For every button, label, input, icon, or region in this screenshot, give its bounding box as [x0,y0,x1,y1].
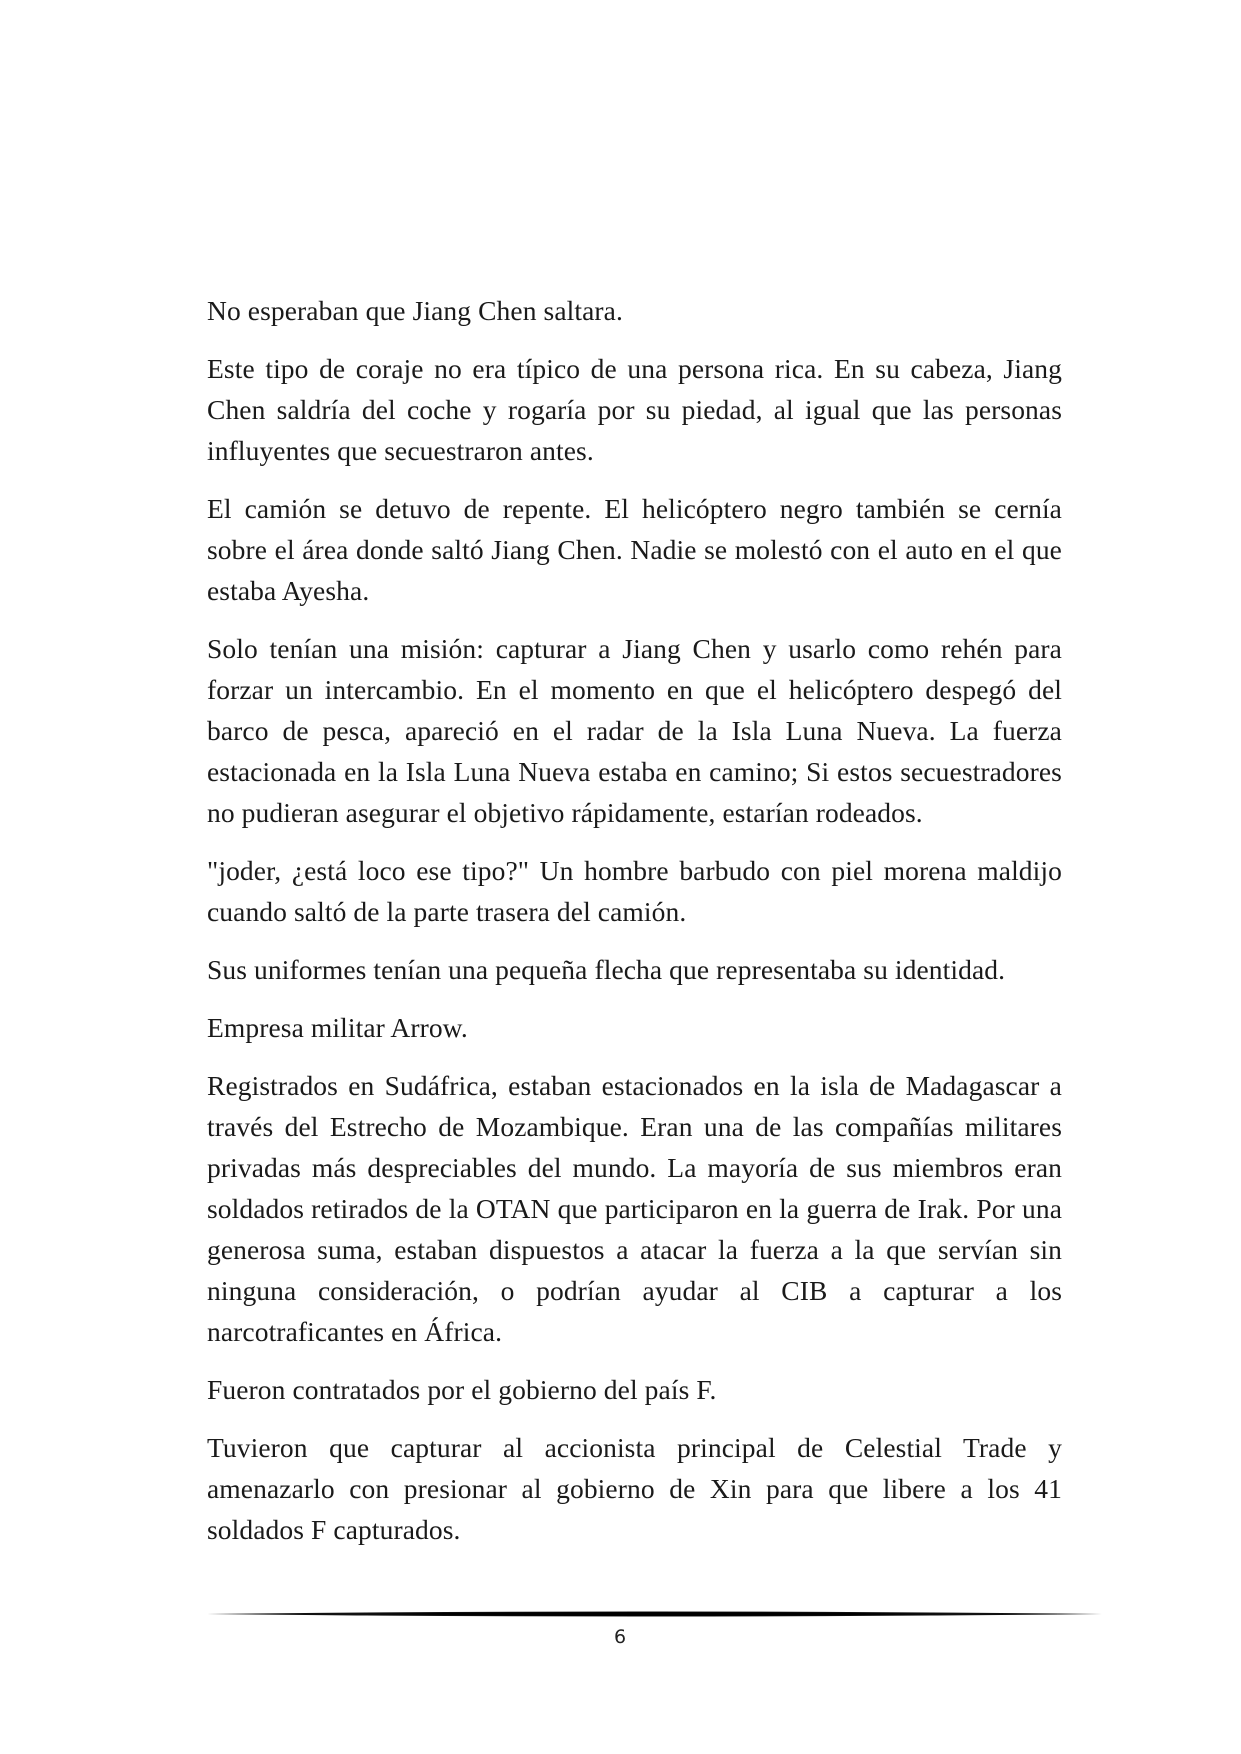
paragraph: El camión se detuvo de repente. El helicóptero negro también se cernía sobre el área donde saltó Jiang Chen. Nadie se molestó con el auto en el que estaba Ayesha. [207,493,1062,606]
paragraph: Este tipo de coraje no era típico de una persona rica. En su cabeza, Jiang Chen saldría del coche y rogaría por su piedad, al igual que las personas influyentes que secuestraron antes. [207,353,1062,466]
paragraph: Tuvieron que capturar al accionista principal de Celestial Trade y amenazarlo con presionar al gobierno de Xin para que libere a los 41 soldados F capturados. [207,1432,1062,1545]
page-number: 6 [613,1626,627,1648]
paragraph: Sus uniformes tenían una pequeña flecha que representaba su identidad. [207,954,1006,985]
paragraph: "joder, ¿está loco ese tipo?" Un hombre barbudo con piel morena maldijo cuando saltó de la parte trasera del camión. [207,855,1062,927]
paragraph: Registrados en Sudáfrica, estaban estacionados en la isla de Madagascar a través del Estrecho de Mozambique. Eran una de las compañías militares privadas más despreciables del mundo. La mayoría de sus miembros eran soldados retirados de la OTAN que participaron en la guerra de Irak. Por una generosa suma, estaban dispuestos a atacar la fuerza a la que servían sin ninguna consideración, o podrían ayudar al CIB a capturar a los narcotraficantes en África. [207,1070,1062,1347]
footer-divider [207,1608,1102,1620]
paragraph: Solo tenían una misión: capturar a Jiang Chen y usarlo como rehén para forzar un intercambio. En el momento en que el helicóptero despegó del barco de pesca, apareció en el radar de la Isla Luna Nueva. La fuerza estacionada en la Isla Luna Nueva estaba en camino; Si estos secuestradores no pudieran asegurar el objetivo rápidamente, estarían rodeados. [207,633,1062,828]
paragraph: No esperaban que Jiang Chen saltara. [207,295,623,326]
paragraph: Empresa militar Arrow. [207,1012,468,1043]
paragraph: Fueron contratados por el gobierno del país F. [207,1374,717,1405]
body-text [207,290,1062,1567]
